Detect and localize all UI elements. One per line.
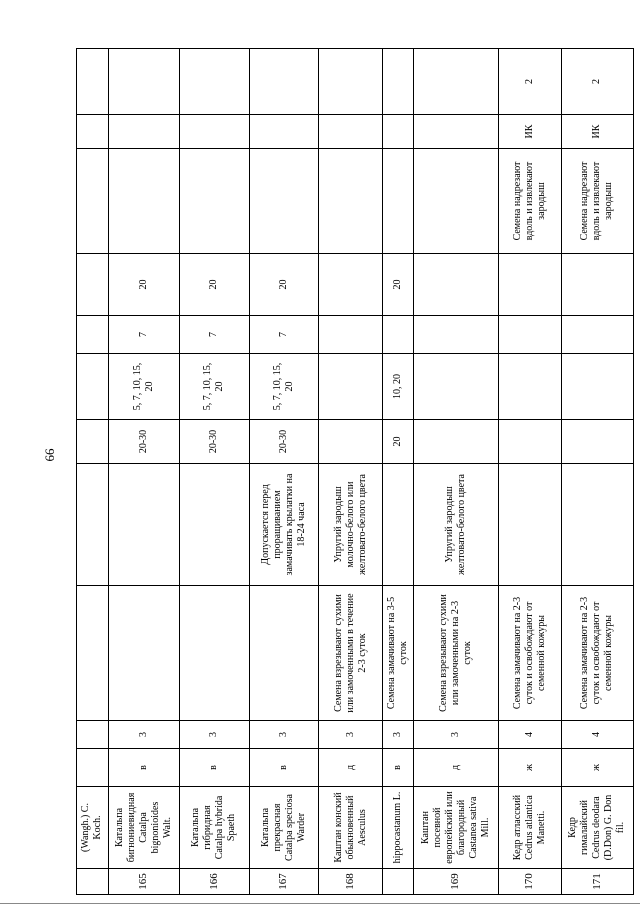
rotated-page (76, 49, 634, 895)
germination-table (76, 48, 634, 895)
species-name-line: Mill. (480, 817, 491, 838)
cell-c8 (319, 354, 382, 420)
cell-c10 (414, 254, 498, 316)
cell-c10: 20 (249, 254, 319, 316)
cell-c5: Семена взрезывают сухими или замоченными на 2-3 суток (414, 586, 498, 721)
cell-c11 (179, 149, 249, 254)
cell-c7 (561, 420, 633, 464)
cell-c10 (498, 254, 561, 316)
cell-c3: в (382, 749, 414, 787)
species-name-cell (319, 787, 382, 869)
cell-c12 (249, 115, 319, 149)
cell-c13 (179, 49, 249, 115)
cell-c9 (414, 316, 498, 354)
cell-c3: ж (561, 749, 633, 787)
cell-c3: ж (498, 749, 561, 787)
table-row (249, 49, 319, 895)
cell-c4: 3 (179, 721, 249, 749)
cell-c12 (77, 115, 109, 149)
cell-c3 (77, 749, 109, 787)
cell-c5: Семена замачивают на 3-5 суток (382, 586, 414, 721)
cell-c7 (319, 420, 382, 464)
cell-c11 (414, 149, 498, 254)
species-name-cell (108, 787, 179, 869)
species-name-line: Catalpa (137, 812, 149, 843)
cell-c3: д (319, 749, 382, 787)
cell-c13: 2 (561, 49, 633, 115)
cell-c6: Упругий зародыш желтовато-белого цвета (414, 464, 498, 586)
row-number-cell (382, 869, 414, 895)
species-name-cell (382, 787, 414, 869)
species-name-line: Катальпа (190, 807, 202, 848)
cell-c11: Семена надрезают вдоль и извлекают зародыш (498, 149, 561, 254)
table-row (561, 49, 633, 895)
cell-c9 (319, 316, 382, 354)
cell-c12: ИК (561, 115, 633, 149)
cell-c9 (382, 316, 414, 354)
cell-c4: 3 (319, 721, 382, 749)
species-name-line: Castanea sativa (468, 796, 479, 859)
cell-c11 (108, 149, 179, 254)
cell-c13 (108, 49, 179, 115)
cell-c8: 5, 7, 10, 15, 20 (179, 354, 249, 420)
cell-c5: Семена замачивают на 2-3 суток и освобождают от семенной кожуры (498, 586, 561, 721)
species-name-cell (498, 787, 561, 869)
page-number: 66 (42, 448, 57, 462)
cell-c11 (77, 149, 109, 254)
cell-c4: 3 (108, 721, 179, 749)
cell-c9 (498, 316, 561, 354)
cell-c9: 7 (179, 316, 249, 354)
species-name-line: благородный (456, 799, 467, 856)
cell-c5 (77, 586, 109, 721)
table-body (77, 49, 634, 895)
species-name-line: Cedrus atlantica (523, 795, 535, 860)
cell-c13 (77, 49, 109, 115)
species-name-line: прекрасная (271, 803, 283, 852)
row-number-cell: 170 (498, 869, 561, 895)
species-name-line: бигнониевидная (125, 792, 137, 863)
species-name-cell (77, 787, 109, 869)
row-number-cell: 165 (108, 869, 179, 895)
row-number-cell: 168 (319, 869, 382, 895)
cell-c3: д (414, 749, 498, 787)
cell-c7 (498, 420, 561, 464)
table-row (414, 49, 498, 895)
species-name-line: (D.Don) G. Don (603, 794, 615, 861)
species-name-line: гималайский (579, 799, 591, 856)
cell-c6 (561, 464, 633, 586)
cell-c8 (77, 354, 109, 420)
cell-c13 (249, 49, 319, 115)
table-row (498, 49, 561, 895)
cell-c5 (249, 586, 319, 721)
species-name-line: Каштан посевной (420, 807, 443, 848)
cell-c13 (319, 49, 382, 115)
species-name-cell (249, 787, 319, 869)
cell-c5 (179, 586, 249, 721)
row-number-cell: 167 (249, 869, 319, 895)
species-name-line: Катальпа (113, 807, 125, 848)
cell-c10: 20 (382, 254, 414, 316)
species-name-line: (Wangh.) C. Koch. (80, 803, 104, 852)
species-name-line: Manetti. (535, 810, 547, 845)
cell-c10 (319, 254, 382, 316)
cell-c4 (77, 721, 109, 749)
cell-c12: ИК (498, 115, 561, 149)
cell-c10 (561, 254, 633, 316)
cell-c4: 3 (249, 721, 319, 749)
cell-c6 (382, 464, 414, 586)
species-name-line: Каштан конский (332, 792, 344, 863)
cell-c7: 20-30 (108, 420, 179, 464)
table-row (319, 49, 382, 895)
cell-c12 (179, 115, 249, 149)
cell-c7: 20-30 (249, 420, 319, 464)
cell-c5 (108, 586, 179, 721)
species-name-line: гибридная (202, 805, 214, 850)
cell-c6 (179, 464, 249, 586)
cell-c11 (249, 149, 319, 254)
table-row (382, 49, 414, 895)
species-name-line: Catalpa speciosa (283, 794, 295, 861)
species-name-line: hippocastanum L. (392, 791, 404, 864)
cell-c8 (414, 354, 498, 420)
cell-c12 (382, 115, 414, 149)
cell-c9 (561, 316, 633, 354)
species-name-cell (179, 787, 249, 869)
row-number-cell: 166 (179, 869, 249, 895)
cell-c6: Допускается перед проращиванием замачивать крылатки на 18-24 часа (249, 464, 319, 586)
species-name-line: Catalpa hybrida (214, 795, 226, 860)
cell-c4: 4 (561, 721, 633, 749)
species-name-line: Warder (295, 812, 307, 843)
cell-c4: 4 (498, 721, 561, 749)
cell-c11 (382, 149, 414, 254)
species-name-line: обыкновенный (344, 795, 356, 860)
species-name-line: fil. (615, 821, 627, 834)
species-name-cell (414, 787, 498, 869)
cell-c10: 20 (108, 254, 179, 316)
cell-c4: 3 (382, 721, 414, 749)
species-name-line: Катальпа (259, 807, 271, 848)
cell-c6 (108, 464, 179, 586)
table-row (108, 49, 179, 895)
cell-c13 (382, 49, 414, 115)
cell-c3: в (179, 749, 249, 787)
row-number-cell (77, 869, 109, 895)
cell-c7: 20 (382, 420, 414, 464)
cell-c10: 20 (179, 254, 249, 316)
page-bottom-rule (0, 903, 640, 904)
table-row (179, 49, 249, 895)
cell-c7 (414, 420, 498, 464)
species-name-line: Spaeth (226, 813, 238, 842)
species-name-line: европейский или (444, 791, 455, 864)
cell-c6 (77, 464, 109, 586)
cell-c13: 2 (498, 49, 561, 115)
row-number-cell: 171 (561, 869, 633, 895)
cell-c6 (498, 464, 561, 586)
cell-c7: 20-30 (179, 420, 249, 464)
species-name-cell (561, 787, 633, 869)
cell-c12 (414, 115, 498, 149)
species-name-line: Cedrus deodara (591, 796, 603, 859)
cell-c12 (108, 115, 179, 149)
cell-c9 (77, 316, 109, 354)
cell-c13 (414, 49, 498, 115)
species-name-line: bignonioides Walt. (149, 801, 173, 854)
cell-c11: Семена надрезают вдоль и извлекают зародыш (561, 149, 633, 254)
cell-c5: Семена взрезывают сухими или замоченными в течение 2-3 суток (319, 586, 382, 721)
cell-c3: в (249, 749, 319, 787)
row-number-cell: 169 (414, 869, 498, 895)
cell-c8: 5, 7, 10, 15, 20 (108, 354, 179, 420)
table-row (77, 49, 109, 895)
species-name-line: Aesculus (356, 809, 368, 846)
cell-c5: Семена замачивают на 2-3 суток и освобождают от семенной кожуры (561, 586, 633, 721)
cell-c10 (77, 254, 109, 316)
cell-c11 (319, 149, 382, 254)
cell-c8 (561, 354, 633, 420)
species-name-line: Кедр атласский (511, 794, 523, 861)
cell-c12 (319, 115, 382, 149)
cell-c4: 3 (414, 721, 498, 749)
cell-c9: 7 (249, 316, 319, 354)
cell-c3: в (108, 749, 179, 787)
species-name-line: Кедр (567, 817, 579, 838)
cell-c8 (498, 354, 561, 420)
cell-c6: Упругий зародыш молочно-белого или желтовато-белого цвета (319, 464, 382, 586)
cell-c9: 7 (108, 316, 179, 354)
cell-c8: 10, 20 (382, 354, 414, 420)
cell-c8: 5, 7, 10, 15, 20 (249, 354, 319, 420)
cell-c7 (77, 420, 109, 464)
